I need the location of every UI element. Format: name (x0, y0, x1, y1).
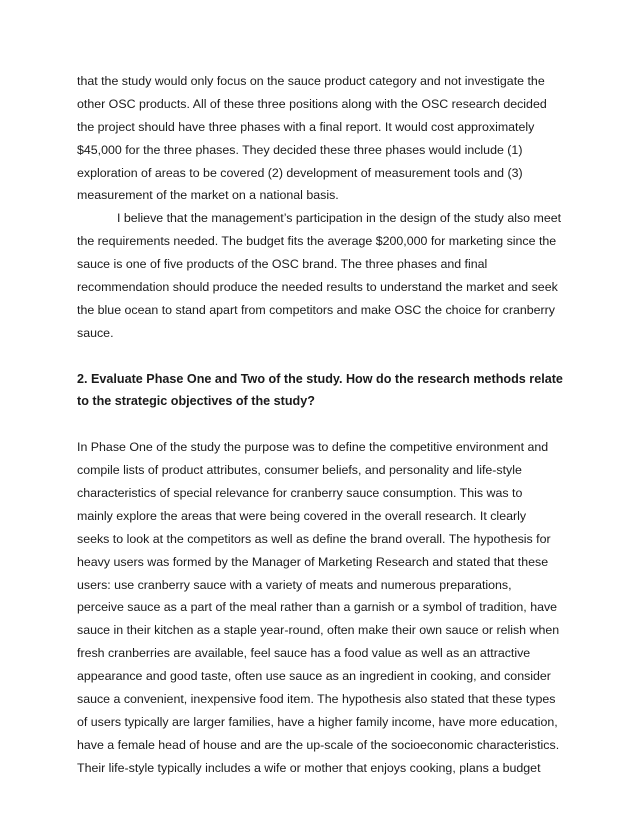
text-line: exploration of areas to be covered (2) development of measurement tools and (3) (77, 165, 523, 180)
text-line: recommendation should produce the needed results to understand the market and seek (77, 280, 558, 295)
heading-line: to the strategic objectives of the study? (77, 394, 315, 409)
text-line: the requirements needed. The budget fits the average $200,000 for marketing since the (77, 234, 557, 249)
text-line: sauce is one of five products of the OSC brand. The three phases and final (77, 257, 488, 272)
paragraph-continuation (77, 70, 567, 207)
blank-line (77, 345, 567, 368)
text-line: In Phase One of the study the purpose was to define the competitive environment and (77, 440, 549, 455)
text-line: Their life-style typically includes a wife or mother that enjoys cooking, plans a budget (77, 760, 541, 775)
text-line: sauce a convenient, inexpensive food item. The hypothesis also stated that these types (77, 692, 556, 707)
text-line: fresh cranberries are available, feel sauce has a food value as well as an attractive (77, 646, 531, 661)
text-line: have a female head of house and are the up-scale of the socioeconomic characteristics. (77, 737, 560, 752)
text-line: compile lists of product attributes, consumer beliefs, and personality and life-style (77, 463, 522, 478)
blank-line (77, 413, 567, 436)
text-line: heavy users was formed by the Manager of Marketing Research and stated that these (77, 554, 549, 569)
text-line: sauce. (77, 325, 114, 340)
text-line: other OSC products. All of these three positions along with the OSC research decided (77, 96, 547, 111)
text-line: characteristics of special relevance for cranberry sauce consumption. This was to (77, 486, 523, 501)
paragraph-phase-one (77, 436, 567, 779)
text-line: users: use cranberry sauce with a variety of meats and numerous preparations, (77, 577, 512, 592)
text-line: mainly explore the areas that were being covered in the overall research. It clearly (77, 508, 527, 523)
text-line: I believe that the management’s participation in the design of the study also meet (117, 211, 562, 226)
text-line: measurement of the market on a national basis. (77, 188, 339, 203)
text-line: of users typically are larger families, have a higher family income, have more education, (77, 714, 558, 729)
text-line: sauce in their kitchen as a staple year-round, often make their own sauce or relish when (77, 623, 560, 638)
text-line: the project should have three phases with a final report. It would cost approximately (77, 119, 535, 134)
text-line: the blue ocean to stand apart from competitors and make OSC the choice for cranberry (77, 302, 555, 317)
text-line: $45,000 for the three phases. They decided these three phases would include (1) (77, 142, 523, 157)
text-line: perceive sauce as a part of the meal rather than a garnish or a symbol of tradition, have (77, 600, 558, 615)
heading-line: 2. Evaluate Phase One and Two of the study. How do the research methods relate (77, 371, 563, 386)
document-page (77, 70, 567, 780)
paragraph-management-participation (77, 207, 567, 344)
text-line: that the study would only focus on the sauce product category and not investigate the (77, 74, 545, 88)
section-heading (77, 368, 567, 414)
text-line: seeks to look at the competitors as well as define the brand overall. The hypothesis for (77, 531, 551, 546)
text-line: appearance and good taste, often use sauce as an ingredient in cooking, and consider (77, 669, 551, 684)
